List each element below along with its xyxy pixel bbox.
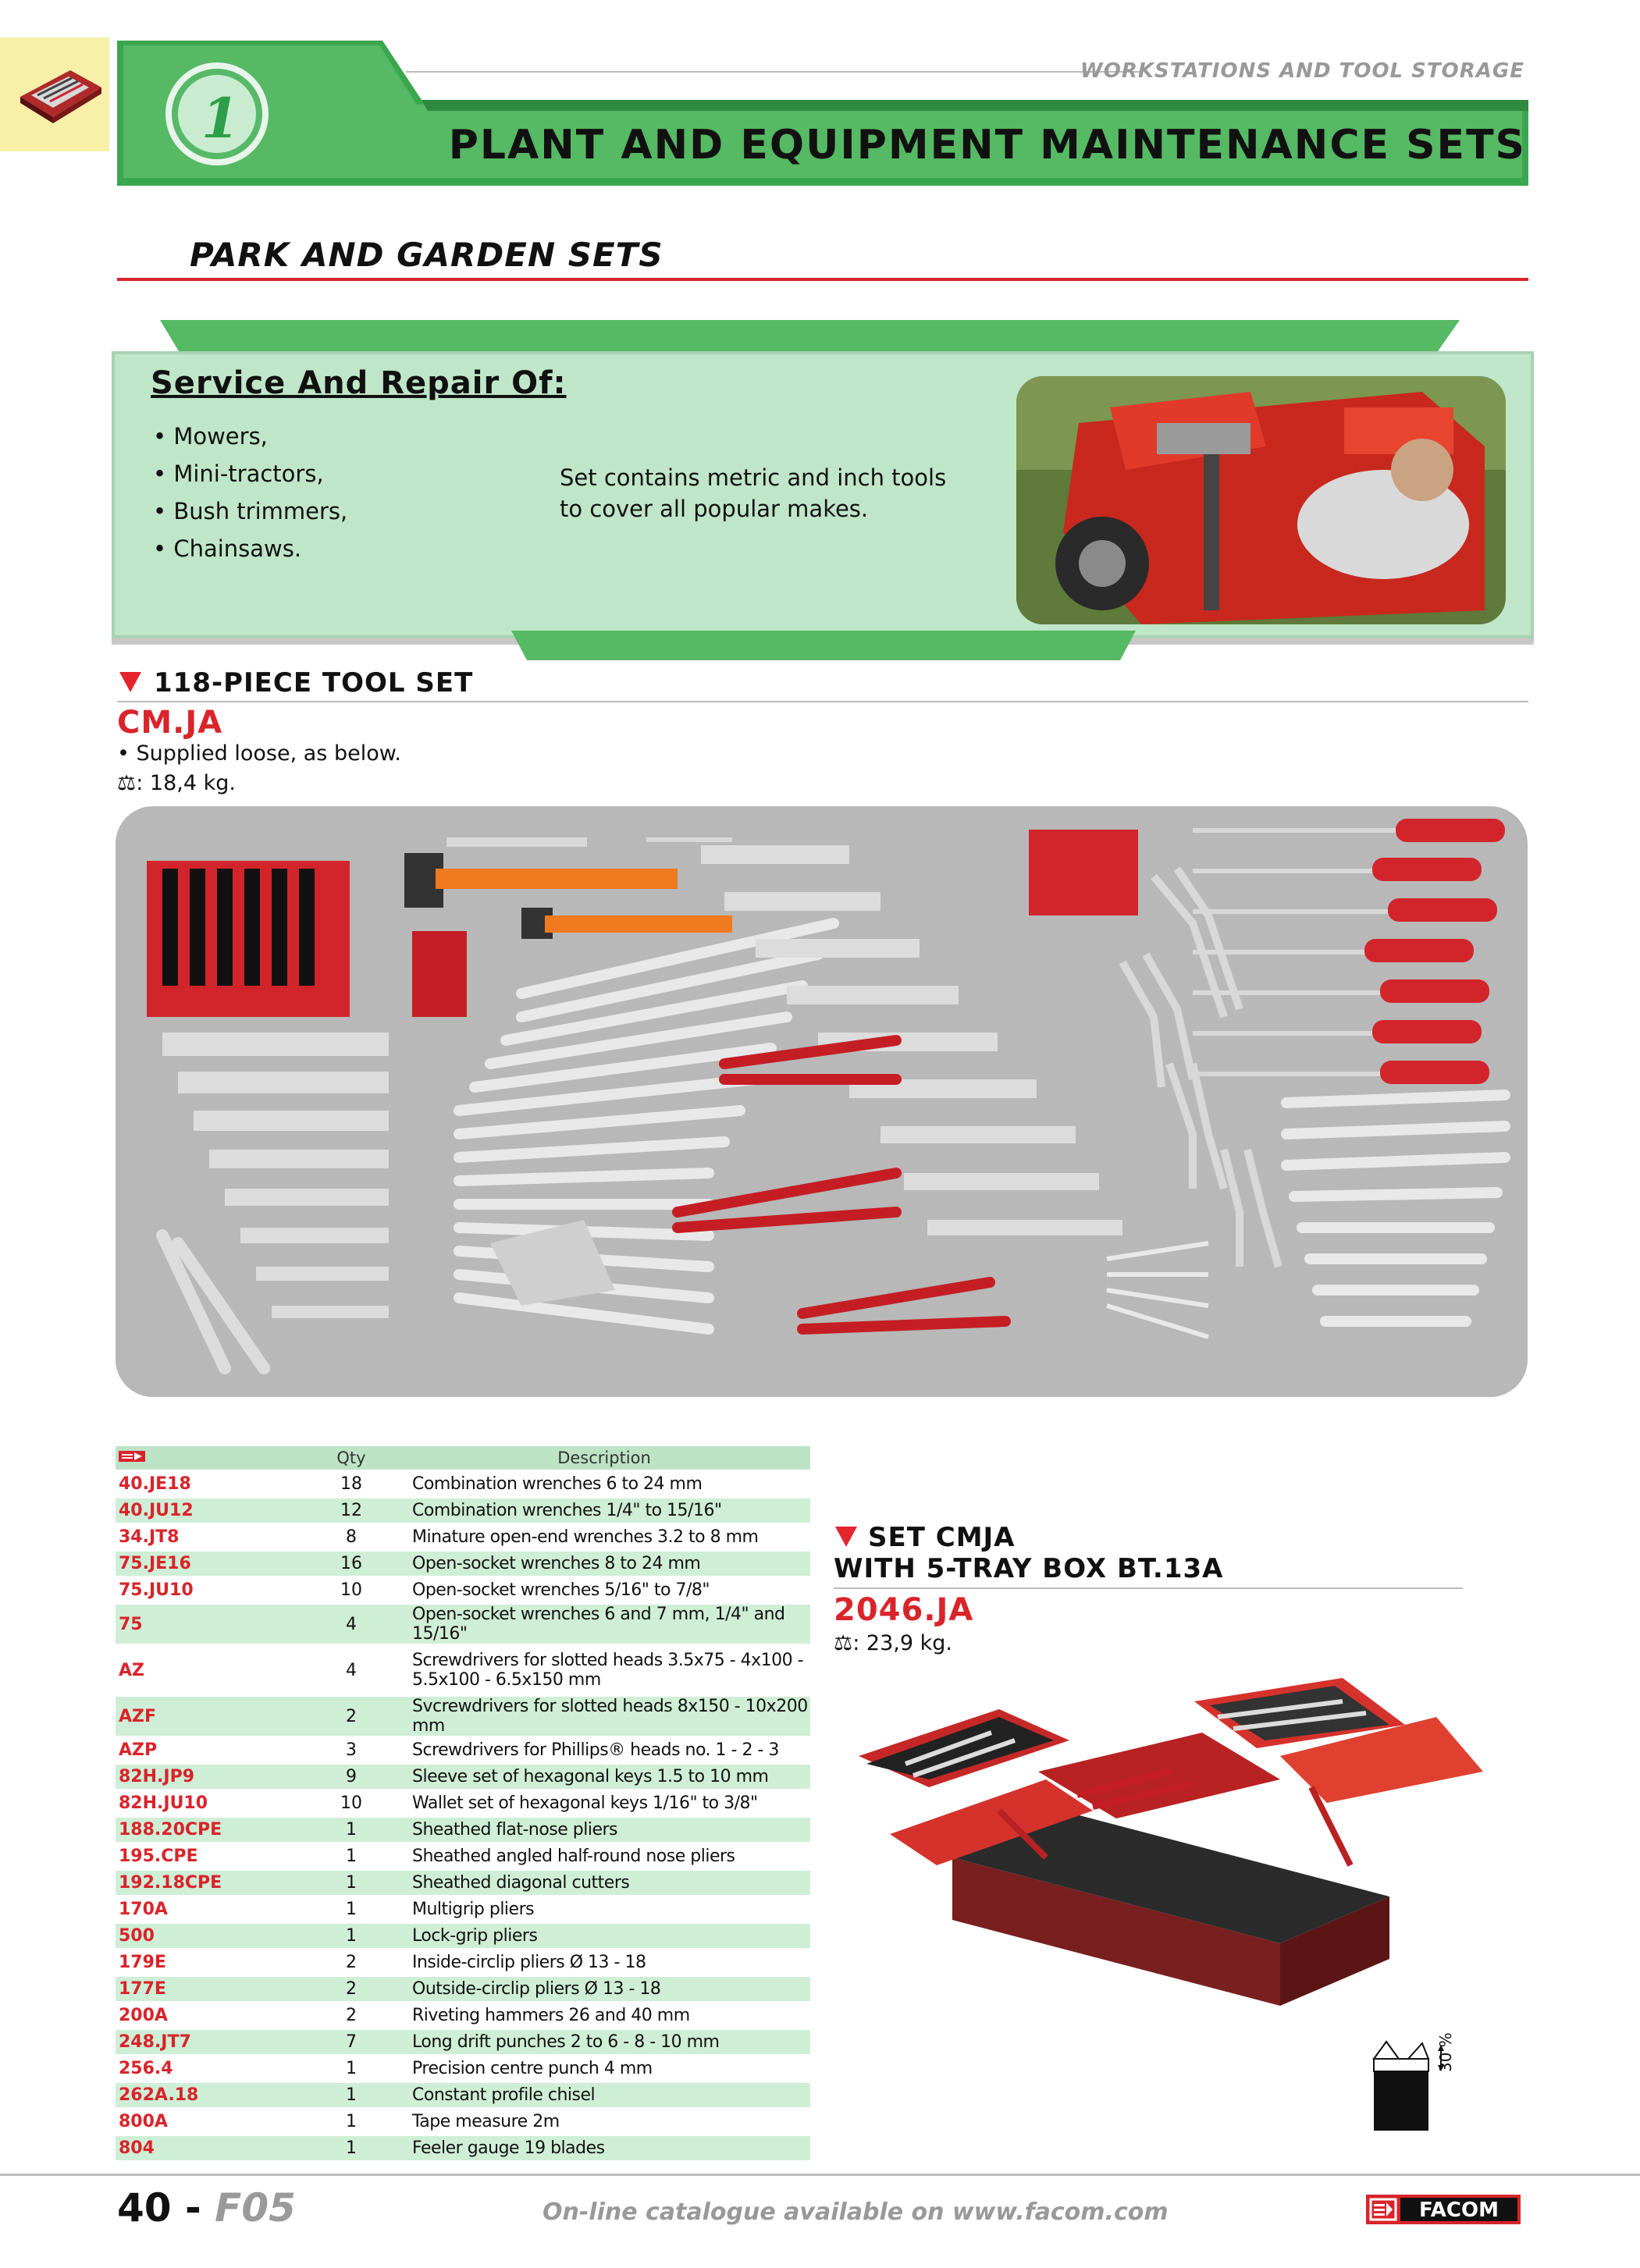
- row-desc: Riveting hammers 26 and 40 mm: [398, 2003, 810, 2029]
- set2-weight: [834, 1631, 952, 1655]
- table-row: [116, 1645, 810, 1696]
- row-qty: 7: [304, 2029, 398, 2056]
- table-row: [116, 2135, 810, 2162]
- set2-title-line2: WITH 5-TRAY BOX BT.13A: [834, 1553, 1224, 1584]
- row-desc: Wallet set of hexagonal keys 1/16" to 3/8": [398, 1790, 810, 1817]
- weight-value: : 18,4 kg.: [136, 771, 236, 795]
- contents-table: [116, 1446, 810, 2163]
- table-row: [116, 1696, 810, 1737]
- toolbox-thumbnail-image: [14, 61, 106, 126]
- row-qty: 10: [304, 1577, 398, 1604]
- page-number: [117, 2185, 296, 2231]
- row-qty: 2: [304, 2003, 398, 2029]
- row-ref: 500: [116, 1923, 304, 1950]
- row-ref: 195.CPE: [116, 1843, 304, 1870]
- set1-ref: CM.JA: [117, 705, 223, 741]
- subtitle-rule: [117, 278, 1528, 281]
- row-qty: 2: [304, 1696, 398, 1737]
- table-row: [116, 1524, 810, 1551]
- weight-value: : 23,9 kg.: [852, 1631, 952, 1655]
- row-ref: 200A: [116, 2003, 304, 2029]
- row-qty: 16: [304, 1551, 398, 1577]
- row-qty: 1: [304, 1870, 398, 1897]
- row-desc: [398, 1645, 810, 1696]
- footer-url: On-line catalogue available on www.facom.com: [543, 2199, 1169, 2226]
- table-row: [116, 1737, 810, 1764]
- weight-icon: ⚖: [117, 771, 137, 795]
- row-desc: Open-socket wrenches 5/16" to 7/8": [398, 1577, 810, 1604]
- service-item: • Mowers,: [153, 423, 268, 450]
- row-desc: Combination wrenches 1/4" to 15/16": [398, 1498, 810, 1524]
- row-qty: 8: [304, 1524, 398, 1551]
- row-ref: 34.JT8: [116, 1524, 304, 1551]
- footer-rule: [0, 2174, 1640, 2176]
- row-ref: 40.JU12: [116, 1498, 304, 1524]
- table-row: [116, 1976, 810, 2003]
- section-marker-icon: [835, 1527, 857, 1547]
- set1-rule: [117, 701, 1528, 702]
- row-ref: 188.20CPE: [116, 1817, 304, 1843]
- table-row: [116, 1817, 810, 1843]
- table-row: [116, 1843, 810, 1870]
- page-title: PLANT AND EQUIPMENT MAINTENANCE SETS: [448, 122, 1526, 169]
- row-qty: 1: [304, 1817, 398, 1843]
- table-row: [116, 2056, 810, 2082]
- set2-rule: [834, 1587, 1463, 1589]
- set2-title-line1: SET CMJA: [868, 1522, 1016, 1553]
- row-ref: 75: [116, 1604, 304, 1645]
- row-ref: 248.JT7: [116, 2029, 304, 2056]
- row-ref: AZF: [116, 1696, 304, 1737]
- row-ref: AZ: [116, 1645, 304, 1696]
- row-qty: 1: [304, 1897, 398, 1923]
- row-ref: 82H.JU10: [116, 1790, 304, 1817]
- table-row: [116, 1764, 810, 1790]
- desc-column-header: Description: [398, 1446, 810, 1471]
- set2-ref: 2046.JA: [834, 1592, 974, 1628]
- table-row: [116, 2003, 810, 2029]
- row-desc: Combination wrenches 6 to 24 mm: [398, 1471, 810, 1498]
- row-desc: Outside-circlip pliers Ø 13 - 18: [398, 1976, 810, 2003]
- page-number-value: 40 -: [117, 2185, 201, 2231]
- row-qty: 10: [304, 1790, 398, 1817]
- row-qty: 2: [304, 1950, 398, 1976]
- table-row: [116, 1551, 810, 1577]
- service-note-line: Set contains metric and inch tools: [560, 464, 947, 491]
- row-desc: Sheathed angled half-round nose pliers: [398, 1843, 810, 1870]
- row-ref: 40.JE18: [116, 1471, 304, 1498]
- service-note: [560, 462, 997, 524]
- service-title: Service And Repair Of:: [151, 365, 567, 401]
- row-desc: Tape measure 2m: [398, 2109, 810, 2135]
- row-ref: 192.18CPE: [116, 1870, 304, 1897]
- service-list: [153, 418, 347, 567]
- section-code: F05: [215, 2185, 296, 2231]
- set1-weight: [117, 771, 236, 795]
- table-row: [116, 1471, 810, 1498]
- section-marker-icon: [119, 672, 141, 692]
- table-header-row: [116, 1446, 810, 1471]
- brand-name: FACOM: [1419, 2199, 1499, 2222]
- row-qty: 1: [304, 2056, 398, 2082]
- row-qty: 1: [304, 2082, 398, 2109]
- row-ref: 75.JU10: [116, 1577, 304, 1604]
- set1-supply-note: • Supplied loose, as below.: [117, 741, 401, 766]
- row-qty: 1: [304, 2135, 398, 2162]
- row-desc: Multigrip pliers: [398, 1897, 810, 1923]
- row-ref: 800A: [116, 2109, 304, 2135]
- row-ref: 177E: [116, 1976, 304, 2003]
- row-desc: Constant profile chisel: [398, 2082, 810, 2109]
- table-row: [116, 1870, 810, 1897]
- row-desc: Inside-circlip pliers Ø 13 - 18: [398, 1950, 810, 1976]
- packaging-percent: 30 %: [1436, 2032, 1455, 2072]
- table-row: [116, 1604, 810, 1645]
- row-desc: Long drift punches 2 to 6 - 8 - 10 mm: [398, 2029, 810, 2056]
- row-desc: Lock-grip pliers: [398, 1923, 810, 1950]
- row-desc: Feeler gauge 19 blades: [398, 2135, 810, 2162]
- table-row: [116, 1577, 810, 1604]
- row-ref: 170A: [116, 1897, 304, 1923]
- chapter-number: 1: [201, 86, 240, 151]
- weight-icon: ⚖: [834, 1631, 853, 1655]
- row-ref: 804: [116, 2135, 304, 2162]
- row-desc: Sleeve set of hexagonal keys 1.5 to 10 mm: [398, 1764, 810, 1790]
- section-subtitle: PARK AND GARDEN SETS: [190, 236, 663, 274]
- service-item: • Bush trimmers,: [153, 498, 348, 524]
- row-ref: AZP: [116, 1737, 304, 1764]
- row-desc: Screwdrivers for Phillips® heads no. 1 - 2 - 3: [398, 1737, 810, 1764]
- table-row: [116, 1498, 810, 1524]
- row-qty: 1: [304, 1843, 398, 1870]
- row-qty: 4: [304, 1645, 398, 1696]
- reference-arrow-icon: [119, 1449, 145, 1463]
- row-desc: Sheathed diagonal cutters: [398, 1870, 810, 1897]
- row-desc: Sheathed flat-nose pliers: [398, 1817, 810, 1843]
- category-label: WORKSTATIONS AND TOOL STORAGE: [1080, 59, 1524, 83]
- table-row: [116, 1950, 810, 1976]
- row-qty: 3: [304, 1737, 398, 1764]
- table-row: [116, 2082, 810, 2109]
- row-qty: 12: [304, 1498, 398, 1524]
- row-ref: 256.4: [116, 2056, 304, 2082]
- panel-bottom-tab: [511, 631, 1136, 660]
- table-row: [116, 1923, 810, 1950]
- row-ref: 75.JE16: [116, 1551, 304, 1577]
- row-qty: 2: [304, 1976, 398, 2003]
- service-item: • Mini-tractors,: [153, 460, 324, 487]
- tool-set-photo: [116, 806, 1528, 1397]
- row-qty: 9: [304, 1764, 398, 1790]
- table-row: [116, 2109, 810, 2135]
- row-qty: 1: [304, 1923, 398, 1950]
- facom-logo: [1366, 2195, 1521, 2224]
- service-item: • Chainsaws.: [153, 535, 302, 562]
- qty-column-header: Qty: [304, 1446, 398, 1471]
- row-desc: Precision centre punch 4 mm: [398, 2056, 810, 2082]
- row-qty: 4: [304, 1604, 398, 1645]
- row-ref: 262A.18: [116, 2082, 304, 2109]
- row-desc: Open-socket wrenches 8 to 24 mm: [398, 1551, 810, 1577]
- row-desc: Open-socket wrenches 6 and 7 mm, 1/4" and 15/16": [398, 1604, 810, 1645]
- row-desc: Minature open-end wrenches 3.2 to 8 mm: [398, 1524, 810, 1551]
- row-ref: 179E: [116, 1950, 304, 1976]
- table-row: [116, 1790, 810, 1817]
- mower-repair-photo: [1016, 376, 1506, 624]
- row-desc-line: Screwdrivers for slotted heads 3.5x75 - 4x100 -: [412, 1651, 804, 1670]
- row-qty: 1: [304, 2109, 398, 2135]
- ref-column-header: [116, 1446, 304, 1471]
- set1-title: 118-PIECE TOOL SET: [154, 667, 474, 699]
- table-row: [116, 1897, 810, 1923]
- row-desc: Svcrewdrivers for slotted heads 8x150 - 10x200 mm: [398, 1696, 810, 1737]
- row-ref: 82H.JP9: [116, 1764, 304, 1790]
- toolbox-photo: [843, 1662, 1483, 2021]
- row-qty: 18: [304, 1471, 398, 1498]
- row-desc-line: 5.5x100 - 6.5x150 mm: [412, 1670, 601, 1690]
- table-row: [116, 2029, 810, 2056]
- service-note-line: to cover all popular makes.: [560, 496, 869, 522]
